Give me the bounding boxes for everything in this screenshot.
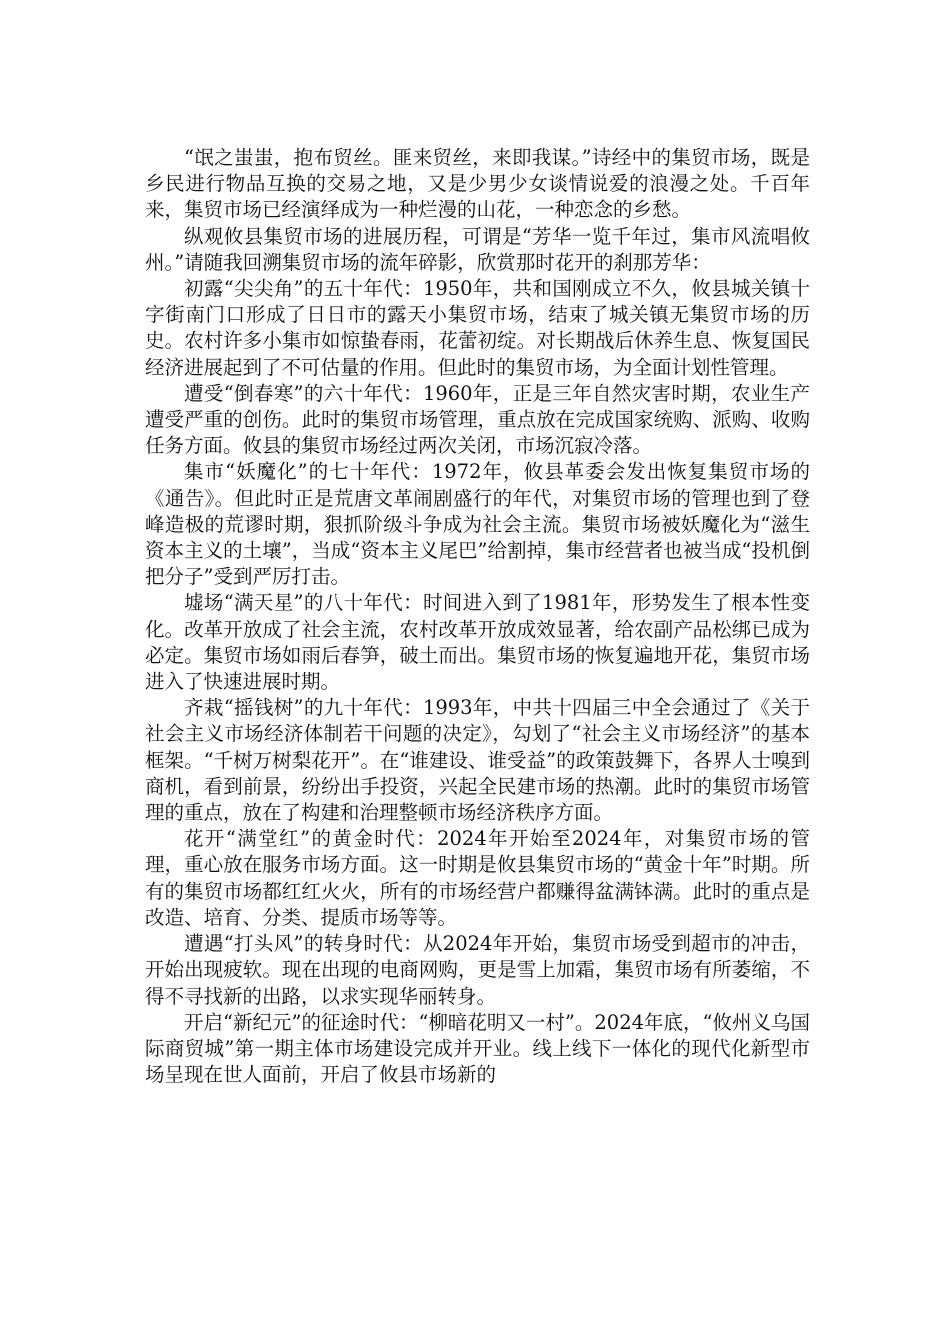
paragraph-1990s: 齐栽“摇钱树”的九十年代：1993年，中共十四届三中全会通过了《关于社会主义市场经济体制若干问题的决定》，勾划了“社会主义市场经济”的基本框架。“千树万树梨花开”。在“谁建设、谁受益”的政策鼓舞下，各界人士嗅到商机，看到前景，纷纷出手投资，兴起全民建市场的热潮。此时的集贸市场管理的重点，放在了构建和治理整顿市场经济秩序方面。	[145, 696, 810, 825]
paragraph-1970s: 集市“妖魔化”的七十年代：1972年，攸县革委会发出恢复集贸市场的《通告》。但此时正是荒唐文革闹剧盛行的年代，对集贸市场的管理也到了登峰造极的荒谬时期，狠抓阶级斗争成为社会主流。集贸市场被妖魔化为“滋生资本主义的土壤”，当成“资本主义尾巴”给割掉，集市经营者也被当成“投机倒把分子”受到严厉打击。	[145, 460, 810, 589]
paragraph-transition-era: 遭遇“打头风”的转身时代：从2024年开始，集贸市场受到超市的冲击，开始出现疲软。现在出现的电商网购，更是雪上加霜，集贸市场有所萎缩，不得不寻找新的出路，以求实现华丽转身。	[145, 932, 810, 1008]
paragraph-new-era: 开启“新纪元”的征途时代：“柳暗花明又一村”。2024年底，“攸州义乌国际商贸城”第一期主体市场建设完成并开业。线上线下一体化的现代化新型市场呈现在世人面前，开启了攸县市场新的	[145, 1010, 810, 1087]
paragraph-overview: 纵观攸县集贸市场的进展历程，可谓是“芳华一览千年过，集市风流唱攸州。”请随我回溯集贸市场的流年碎影，欣赏那时花开的刹那芳华：	[145, 224, 810, 274]
paragraph-1980s: 墟场“满天星”的八十年代：时间进入到了1981年，形势发生了根本性变化。改革开放成了社会主流，农村改革开放成效显著，给农副产品松绑已成为必定。集贸市场如雨后春笋，破土而出。集贸市场的恢复遍地开花，集贸市场进入了快速进展时期。	[145, 591, 810, 694]
paragraph-intro-poem: “氓之蚩蚩，抱布贸丝。匪来贸丝，来即我谋。”诗经中的集贸市场，既是乡民进行物品互换的交易之地，又是少男少女谈情说爱的浪漫之处。千百年来，集贸市场已经演绎成为一种烂漫的山花，一种恋念的乡愁。	[145, 146, 810, 222]
paragraph-golden-era: 花开“满堂红”的黄金时代：2024年开始至2024年，对集贸市场的管理，重心放在服务市场方面。这一时期是攸县集贸市场的“黄金十年”时期。所有的集贸市场都红红火火，所有的市场经营户都赚得盆满钵满。此时的重点是改造、培育、分类、提质市场等等。	[145, 827, 810, 929]
article-body	[145, 145, 810, 1088]
paragraph-1950s: 初露“尖尖角”的五十年代：1950年，共和国刚成立不久，攸县城关镇十字街南门口形成了日日市的露天小集贸市场，结束了城关镇无集贸市场的历史。农村许多小集市如惊蛰春雨，花蕾初绽。对长期战后休养生息、恢复国民经济进展起到了不可估量的作用。但此时的集贸市场，为全面计划性管理。	[145, 277, 810, 379]
paragraph-1960s: 遭受“倒春寒”的六十年代：1960年，正是三年自然灾害时期，农业生产遭受严重的创伤。此时的集贸市场管理，重点放在完成国家统购、派购、收购任务方面。攸县的集贸市场经过两次关闭，市场沉寂冷落。	[145, 381, 810, 458]
